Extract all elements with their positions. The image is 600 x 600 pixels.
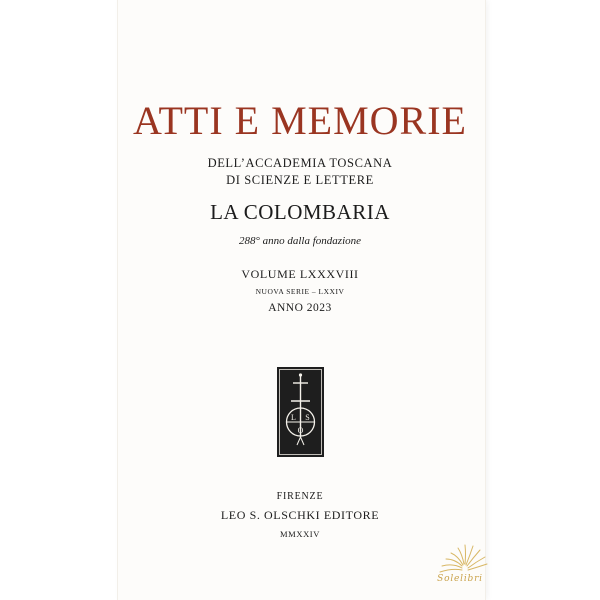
imprint-publisher: LEO S. OLSCHKI EDITORE xyxy=(220,508,380,522)
cover-anniversary: 288° anno dalla fondazione xyxy=(238,235,362,247)
imprint-city: FIRENZE xyxy=(276,491,324,502)
emblem-letter-o: O xyxy=(297,426,304,435)
imprint-year: MMXXIV xyxy=(280,529,320,539)
cover-year: ANNO 2023 xyxy=(268,302,332,314)
cover-volume: VOLUME LXXXVIII xyxy=(241,267,359,281)
sun-rays-icon xyxy=(430,532,494,594)
cover-subtitle-line2: DI SCIENZE E LETTERE xyxy=(226,173,374,187)
emblem-letter-l: L xyxy=(291,413,296,422)
cover-name: LA COLOMBARIA xyxy=(210,200,390,224)
watermark-text: Solelibri xyxy=(437,574,483,584)
cover-subtitle-line1: DELL’ACCADEMIA TOSCANA xyxy=(207,156,393,170)
cover-title: ATTI E MEMORIE xyxy=(133,98,467,143)
olschki-cross-emblem-icon xyxy=(277,367,324,457)
emblem-letter-s: S xyxy=(305,413,310,422)
cover-series: NUOVA SERIE – LXXIV xyxy=(255,287,345,296)
